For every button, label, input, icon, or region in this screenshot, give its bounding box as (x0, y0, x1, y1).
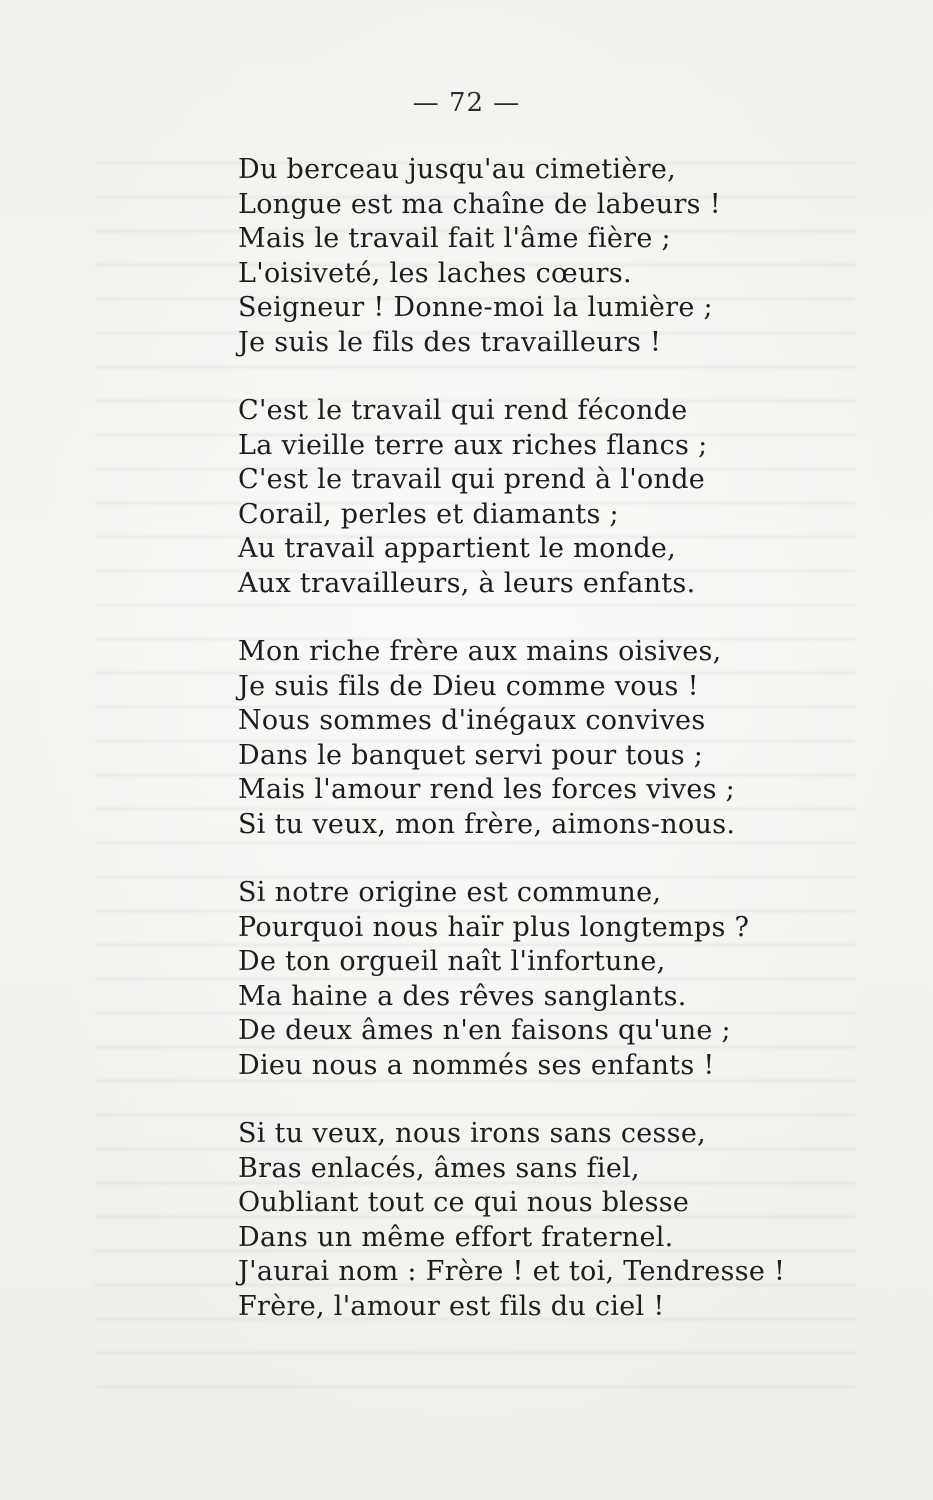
poem-line: Nous sommes d'inégaux convives (238, 705, 706, 736)
poem-line: Mais le travail fait l'âme fière ; (238, 223, 671, 254)
poem-line: Au travail appartient le monde, (238, 533, 677, 564)
poem-line: Bras enlacés, âmes sans fiel, (238, 1152, 640, 1184)
poem-line: J'aurai nom : Frère ! et toi, Tendresse ! (238, 1256, 786, 1287)
poem-line: Seigneur ! Donne-moi la lumière ; (238, 292, 713, 323)
poem-line: Du berceau jusqu'au cimetière, (238, 154, 677, 185)
poem-line: C'est le travail qui prend à l'onde (238, 464, 706, 495)
poem-line: Si notre origine est commune, (238, 877, 662, 908)
poem-line: Mon riche frère aux mains oisives, (238, 636, 722, 667)
poem-line: C'est le travail qui rend féconde (238, 395, 688, 426)
poem-line: Dans un même effort fraternel. (238, 1221, 674, 1253)
poem-line: Corail, perles et diamants ; (238, 498, 619, 530)
poem-line: Mais l'amour rend les forces vives ; (238, 774, 736, 805)
poem-line: Si tu veux, mon frère, aimons-nous. (238, 808, 736, 840)
poem-line: Aux travailleurs, à leurs enfants. (238, 567, 696, 599)
poem-line: Je suis fils de Dieu comme vous ! (238, 670, 699, 702)
stanza-3 (238, 635, 878, 842)
poem-line: L'oisiveté, les laches cœurs. (238, 257, 632, 289)
poem-line: Longue est ma chaîne de labeurs ! (238, 188, 721, 220)
poem-line: Frère, l'amour est fils du ciel ! (238, 1290, 665, 1322)
stanza-1 (238, 153, 878, 360)
poem-line: Ma haine a des rêves sanglants. (238, 980, 687, 1012)
poem (238, 153, 878, 1358)
poem-line: Je suis le fils des travailleurs ! (238, 326, 662, 358)
poem-line: La vieille terre aux riches flancs ; (238, 429, 708, 461)
stanza-4 (238, 876, 878, 1083)
stanza-2 (238, 394, 878, 601)
poem-line: Si tu veux, nous irons sans cesse, (238, 1118, 706, 1149)
poem-line: Dans le banquet servi pour tous ; (238, 739, 704, 771)
poem-line: Oubliant tout ce qui nous blesse (238, 1187, 690, 1218)
poem-line: De deux âmes n'en faisons qu'une ; (238, 1015, 731, 1046)
poem-line: Pourquoi nous haïr plus longtemps ? (238, 911, 750, 943)
page-number: — 72 — (412, 88, 521, 118)
poem-line: Dieu nous a nommés ses enfants ! (238, 1049, 715, 1081)
stanza-5 (238, 1117, 878, 1324)
poem-line: De ton orgueil naît l'infortune, (238, 946, 666, 977)
